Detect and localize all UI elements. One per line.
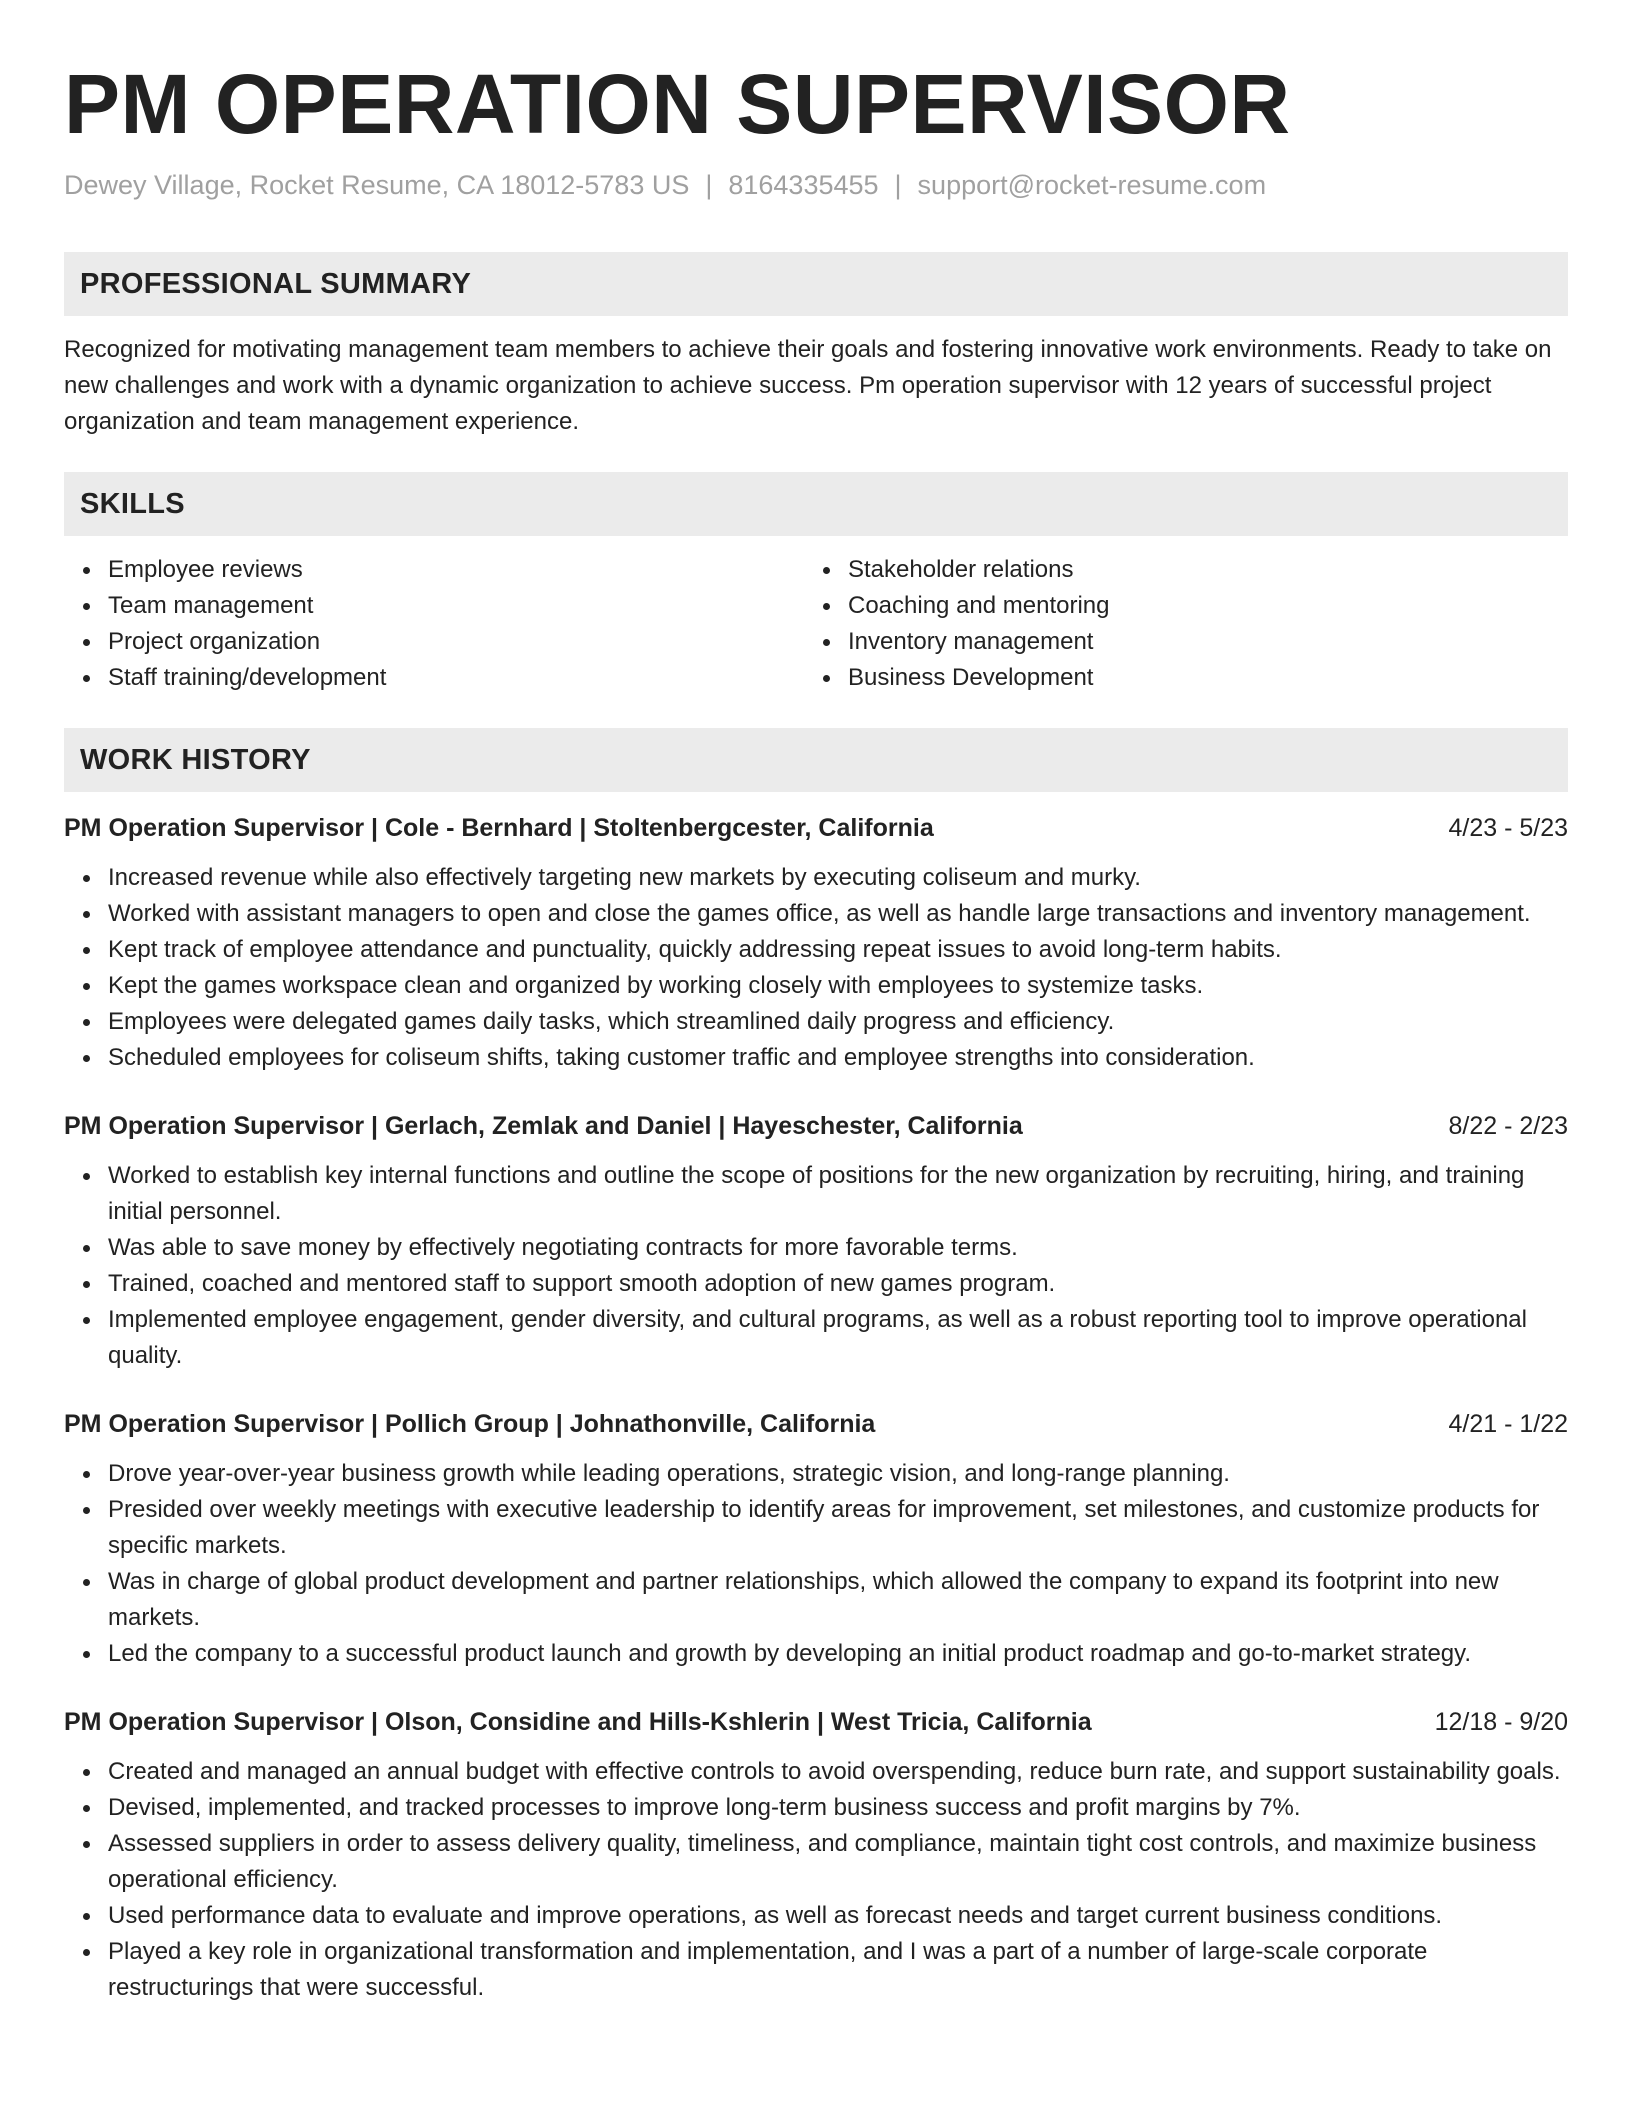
job-bullet: Created and managed an annual budget with effective controls to avoid overspending, reduce burn rate, and support sustainability goals. [64,1754,1568,1790]
skill-item: Coaching and mentoring [804,588,1544,624]
job-title: PM Operation Supervisor | Gerlach, Zemlak and Daniel | Hayeschester, California [64,1112,1023,1140]
job-dates: 8/22 - 2/23 [1448,1112,1568,1140]
contact-separator: | [705,170,713,200]
job-bullet: Trained, coached and mentored staff to support smooth adoption of new games program. [64,1266,1568,1302]
job-title: PM Operation Supervisor | Cole - Bernhard | Stoltenbergcester, California [64,814,934,842]
skill-item: Team management [64,588,804,624]
job-bullet: Increased revenue while also effectively targeting new markets by executing coliseum and murky. [64,860,1568,896]
job-bullet: Presided over weekly meetings with executive leadership to identify areas for improvement, set milestones, and customize products for specific markets. [64,1492,1568,1564]
skill-item: Staff training/development [64,660,804,696]
job-title: PM Operation Supervisor | Pollich Group | Johnathonville, California [64,1410,876,1438]
job-bullet: Devised, implemented, and tracked processes to improve long-term business success and profit margins by 7%. [64,1790,1568,1826]
job-dates: 4/21 - 1/22 [1448,1410,1568,1438]
job-title: PM Operation Supervisor | Olson, Considine and Hills-Kshlerin | West Tricia, California [64,1708,1092,1736]
job-bullet: Employees were delegated games daily tasks, which streamlined daily progress and efficiency. [64,1004,1568,1040]
job-bullets [64,1456,1568,1672]
job-bullet: Played a key role in organizational transformation and implementation, and I was a part of a number of large-scale corporate restructurings that were successful. [64,1934,1568,2006]
job-header [64,1406,1568,1442]
job-entry [64,810,1568,1076]
job-dates: 4/23 - 5/23 [1448,814,1568,842]
job-bullet: Was in charge of global product development and partner relationships, which allowed the company to expand its footprint into new markets. [64,1564,1568,1636]
job-bullet: Assessed suppliers in order to assess delivery quality, timeliness, and compliance, maintain tight cost controls, and maximize business operational efficiency. [64,1826,1568,1898]
job-bullet: Scheduled employees for coliseum shifts, taking customer traffic and employee strengths into consideration. [64,1040,1568,1076]
job-bullets [64,1158,1568,1374]
job-bullet: Was able to save money by effectively negotiating contracts for more favorable terms. [64,1230,1568,1266]
summary-text: Recognized for motivating management team members to achieve their goals and fostering innovative work environments. Ready to take on new challenges and work with a dynamic organization to achieve success. Pm operation supervisor with 12 years of successful project organization and team management experience. [64,336,1552,435]
skills-list [64,552,1568,696]
work-history-heading: WORK HISTORY [64,728,1568,792]
skill-item: Business Development [804,660,1544,696]
job-bullet: Led the company to a successful product launch and growth by developing an initial product roadmap and go-to-market strategy. [64,1636,1568,1672]
skills-column-left [64,552,804,696]
skill-item: Stakeholder relations [804,552,1544,588]
job-header [64,810,1568,846]
job-bullets [64,860,1568,1076]
job-dates: 12/18 - 9/20 [1434,1708,1568,1736]
skill-item: Inventory management [804,624,1544,660]
resume-name: PM OPERATION SUPERVISOR [64,57,1291,151]
skills-heading: SKILLS [64,472,1568,536]
contact-phone: 8164335455 [728,170,879,200]
skill-item: Employee reviews [64,552,804,588]
job-entry [64,1406,1568,1672]
contact-address: Dewey Village, Rocket Resume, CA 18012-5783 US [64,170,690,200]
job-bullet: Implemented employee engagement, gender diversity, and cultural programs, as well as a robust reporting tool to improve operational quality. [64,1302,1568,1374]
job-bullet: Worked with assistant managers to open and close the games office, as well as handle large transactions and inventory management. [64,896,1568,932]
job-header [64,1704,1568,1740]
job-header [64,1108,1568,1144]
job-bullet: Kept track of employee attendance and punctuality, quickly addressing repeat issues to avoid long-term habits. [64,932,1568,968]
contact-separator: | [894,170,902,200]
job-entry [64,1108,1568,1374]
job-bullet: Used performance data to evaluate and improve operations, as well as forecast needs and target current business conditions. [64,1898,1568,1934]
job-bullet: Kept the games workspace clean and organized by working closely with employees to systemize tasks. [64,968,1568,1004]
job-entry [64,1704,1568,2006]
job-bullet: Drove year-over-year business growth while leading operations, strategic vision, and long-range planning. [64,1456,1568,1492]
summary-heading: PROFESSIONAL SUMMARY [64,252,1568,316]
contact-email: support@rocket-resume.com [917,170,1267,200]
skills-column-right [804,552,1544,696]
job-bullet: Worked to establish key internal functions and outline the scope of positions for the new organization by recruiting, hiring, and training initial personnel. [64,1158,1568,1230]
job-bullets [64,1754,1568,2006]
skill-item: Project organization [64,624,804,660]
contact-line [64,168,1568,202]
